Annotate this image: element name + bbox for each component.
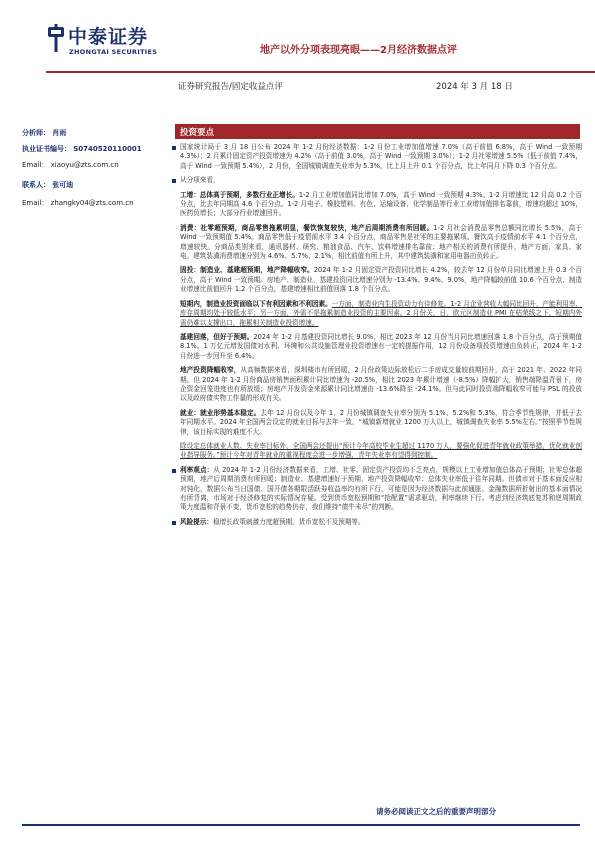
paragraph-lead: 就业：就业形势基本稳定。 <box>180 408 261 417</box>
youth-employment-paragraph <box>180 442 582 461</box>
paragraph-lead: 工增：总体高于预期，多数行业正增长。 <box>180 190 299 199</box>
consumption-paragraph <box>180 224 582 262</box>
bullet-icon <box>172 146 176 150</box>
paragraph-lead: 消费：社零超预期，商品零售拖累明显，餐饮恢复较快，地产后周期消费有所回暖。 <box>180 223 434 232</box>
cert-number: S0740520110001 <box>73 145 142 153</box>
industry-paragraph <box>180 191 582 219</box>
contact-email-label: Email： <box>22 199 49 207</box>
paragraph-text: 1-2 月工业增加值同比增加 7.0%，高于 Wind 一致预期 4.3%。1-2 月增速比 12 月高 0.2 个百分点，比去年同期高 4.6 个百分点。1-2 月电子、橡胶塑料、有色、运输设备、化学制品等行业工业增加值排名靠前，增速均超过 10%，医药负增长；大部分行业增速回升。 <box>180 190 582 218</box>
paragraph-text: 1-2 月社会消费品零售总额同比增长 5.5%，高于 Wind 一致预期值 5.4%。商品零售低于疫情前水平 3.4 个百分点，商品零售是社零的主要拖累项。餐饮高于疫情前水平 4.1 个百分点，增速较快。分商品类别来看，通讯器材、研究、粮油食品、汽车、饮料增速排名靠前；地产相关的消费有所提升，地产方面，家具、家电、建筑装潢消费增速分别为 4.6%、5.7%、2.1%，相比前值有所上升，其中建筑装潢和家用电器由负转正。 <box>180 223 583 261</box>
bullet-icon <box>172 521 176 525</box>
paragraph-lead: 风险提示： <box>180 517 213 526</box>
contact-row <box>22 180 73 190</box>
logo-mark-icon <box>46 24 66 52</box>
cert-label: 执业证书编号： <box>22 145 71 153</box>
bullet-icon <box>172 179 176 183</box>
analyst-email-row <box>22 160 119 170</box>
report-date: 2024 年 3 月 18 日 <box>436 82 513 92</box>
summary-paragraph <box>180 143 582 171</box>
investment-paragraph <box>180 266 582 294</box>
logo-text-cn: 中泰证券 <box>68 26 149 48</box>
report-type: 证券研究报告/固定收益点评 <box>178 82 283 92</box>
paragraph-text: 从分项来看， <box>180 176 220 185</box>
company-logo <box>46 22 168 66</box>
paragraph-text: 从高频数据来看，深圳楼市有所回暖，2 月份政策边际放松后二手房成交量较前期回升，高于 2021 年、2022 年同期。但 2024 年 1-2 月份商品房销售面积累计同比增速为 -20.5%，相比 2023 年累计增速（-8.5%）降幅扩大，销售端降温背景下，房企资金回笼进度也有所放缓；房地产开发资金来源累计同比增速由 -13.6%降至 -24.1%。但与此同时投资端降幅收窄可能与 PSL 的投放以及政府债实物工作量的形成有关。 <box>180 366 583 403</box>
infrastructure-paragraph <box>180 333 582 361</box>
paragraph-text: 2024 年 1-2 月基建投资同比增长 9.0%，相比 2023 年 12 月份当月同比增速回落 1.8 个百分点，高于预期值 8.1%。1 万亿元增发国债对水利、环境和公共设施管理业投资增速有一定的提振作用，12 月份设备项投资增速由负转正，2024 年 1-2 月份进一步回升至 6.4%。 <box>180 332 582 360</box>
breakdown-intro <box>180 176 582 185</box>
footer-disclaimer: 请务必阅读正文之后的重要声明部分 <box>376 807 496 816</box>
manufacturing-paragraph <box>180 300 582 328</box>
cert-row <box>22 144 142 154</box>
rate-view-paragraph <box>180 466 582 513</box>
risk-paragraph <box>180 518 582 527</box>
paragraph-text: 除设定总体就业人数、失业率目标外，全国两会还提出“预计今年高校毕业生超过 1170 万人，要强化促进青年就业政策举措，优化就业创业指导服务。”预计今年对青年就业的重视程度会进一步增强，青年失业率有望得到控制。 <box>180 441 582 460</box>
employment-paragraph <box>180 409 582 437</box>
analyst-row <box>22 128 66 138</box>
paragraph-lead: 基建回落，但好于预期。 <box>180 332 254 341</box>
paragraph-text: 从 2024 年 1-2 月份经济数据来看，工增、社零、固定资产投资均不乏亮点，规模以上工业增加值总体高于预期；社零总体超预期，地产后周期消费有所回暖；制造业、基建增速好于预期，地产投资降幅收窄；总体失业率低于往年同期。但债市对于基本面反应相对钝化，数据公布当日国债、国开债各期限活跃券收益率均有所下行，可能是因为经济数据与此前通胀、金融数据所折射出的基本面情况有所背离，市场对于经济修复的实际情况存疑。受到货币宽松预期和“抢配置”需求驱动，利率继续下行。考虑到经济筑底复苏和逆周期政策力度温和背景不变，货币宽松的趋势仍存，我们维持“债牛未尽”的判断。 <box>180 465 582 512</box>
paragraph-text: 2024 年 1-2 月固定资产投资同比增长 4.2%，较去年 12 月份单月同比增速上升 0.3 个百分点，高于 Wind 一致预期。房地产、制造业、基建投资同比增速分别为 -13.4%、9.4%、9.0%，地产降幅较前值 10.6 个百分点、制造业增速比前值回升 1.2 个百分点，基建增速相比前值回落 1.8 个百分点。 <box>180 266 582 294</box>
analyst-label: 分析师： <box>22 129 50 137</box>
real-estate-paragraph <box>180 366 582 404</box>
logo-text-en: ZHONGTAI SECURITIES <box>69 48 158 56</box>
paragraph-text: 去年 12 月份以及今年 1、2 月份城镇调查失业率分别为 5.1%、5.2%和 5.3%，符合季节性规律，并低于去年同期水平。2024 年全国两会设定的就业目标与去年一致，“城镇新增就业 1200 万人以上，城镇调查失业率 5.5%左右。”按照季节性规律，该目标实现的难度不大。 <box>180 408 582 436</box>
paragraph-lead: 地产投资降幅收窄， <box>180 366 241 375</box>
analyst-email-link[interactable]: xiaoyu@zts.com.cn <box>50 161 119 169</box>
paragraph-text: 稳增长政策刺激力度超预期，货币宽松不及预期等。 <box>212 517 365 526</box>
paragraph-lead: 固投：制造业、基建超预期，地产降幅收窄。 <box>180 266 314 275</box>
paragraph-text: 国家统计局于 3 月 18 日公布 2024 年 1-2 月份经济数据：1-2 月份工业增加值增速 7.0%（高于前值 6.8%，高于 Wind 一致预期 4.3%）；2 月累计固定资产投资增速为 4.2%（高于前值 3.0%，高于 Wind 一致预期 3.0%）；1-2 月社零增速 5.5%（低于前值 7.4%，高于 Wind 一致预期 5.4%），2 月份，全国城镇调查失业率为 5.3%，比上月上升 0.1 个百分点，比上年同月下降 0.3 个百分点。 <box>180 143 582 170</box>
contact-label: 联系人： <box>22 181 50 189</box>
paragraph-lead: 利率观点： <box>180 465 214 474</box>
report-title: 地产以外分项表现亮眼——2月经济数据点评 <box>260 45 457 56</box>
bullet-icon <box>172 469 176 473</box>
analyst-name: 肖雨 <box>52 129 67 137</box>
footer-divider <box>22 824 580 826</box>
contact-email-link[interactable]: zhangky04@zts.com.cn <box>50 199 134 207</box>
section-title: 投资要点 <box>180 128 215 138</box>
paragraph-lead: 短期内，制造业投资面临以下有利因素和不利因素。 <box>180 299 332 308</box>
email-label: Email： <box>22 161 49 169</box>
paragraph-text: 一方面，制造业内生投资动力有待修复。1-2 月企业营收大幅同比回升，产能利用率、库存周期均处于较低水平；另一方面，外需不是拖累制造业投资的主要因素。2 月份关，日、欧元区制造业 PMI 在枯荣线之下，短期内外需仍难以支撑出口，拖累相关制造业投资增速。 <box>180 299 582 327</box>
contact-email-row <box>22 198 134 208</box>
section-header-bar <box>175 124 580 139</box>
main-content <box>180 143 582 532</box>
header-divider <box>46 71 595 73</box>
contact-name: 张可迪 <box>52 181 74 189</box>
